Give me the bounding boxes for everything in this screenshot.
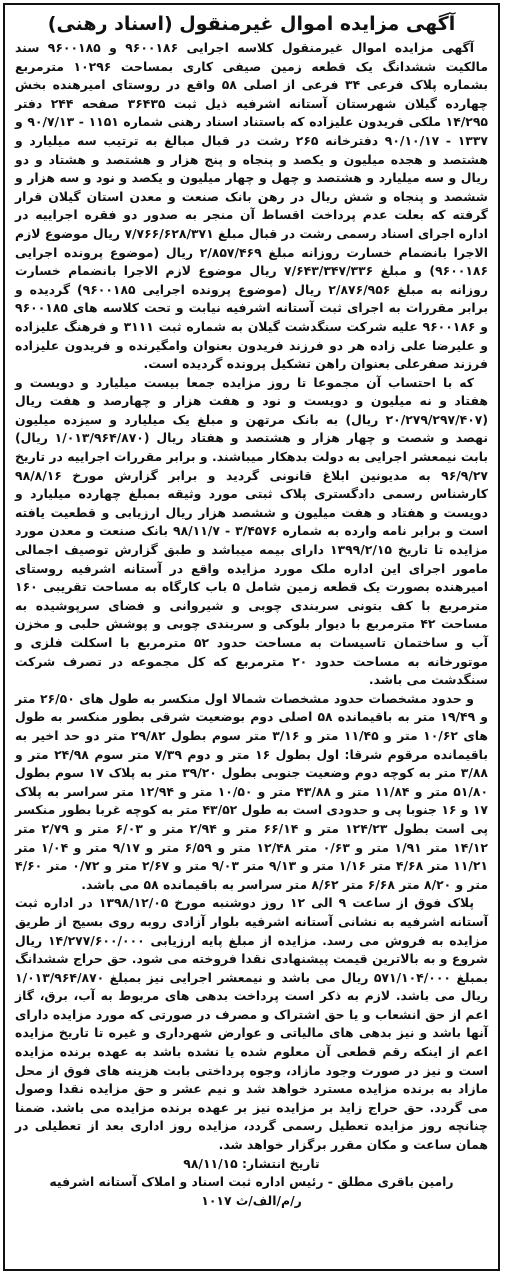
notice-paragraph-3: و حدود مشخصات حدود مشخصات شمالا اول منکسر به طول های ۲۶/۵۰ متر و ۱۹/۴۹ متر به باقیمانده ۵۸ اصلی دوم بوضعیت شرقی بطور منکسر به طول های ۱۰/۶۲ متر و ۱۱/۴۵ متر و ۳/۱۶ متر سوم بطول ۲۹/۸۲ متر دو حد اخیر به باقیمانده مرقوم شرقا: اول بطول ۱۶ متر و دوم ۷/۳۹ متر سوم ۲۴/۹۸ متر و ۳/۸۸ متر به کوچه دوم وضعیت جنوبی بطول ۳۹/۲۰ متر به پلاک ۱۷ سوم بطول ۵۱/۸۰ متر و ۱۱/۸۴ متر و ۴۳/۸۸ متر و ۱۰/۵۰ متر و ۱۲/۹۴ متر سراسر به پلاک ۱۷ و ۱۶ جنوبا پی و حدودی است به طول ۴۳/۵۲ متر به کوچه غربا بطور منکسر پی است بطول ۱۲۴/۲۳ متر و ۶۶/۱۴ متر و ۲/۹۴ متر و ۶/۰۳ متر و ۲/۷۹ متر ۱۴/۱۲ متر ۱/۹۱ متر و ۰/۶۳ متر ۱۲/۴۸ متر و ۶/۵۹ متر و ۹/۱۷ متر و ۱/۰۴ متر ۱۱/۲۱ متر ۴/۶۸ متر ۱/۱۶ متر و ۹/۱۳ متر ۹/۰۳ متر و ۲/۶۷ متر و ۰/۷۲ متر ۴/۶۰ متر و ۸/۲۰ متر ۶/۶۸ متر ۸/۶۲ متر سراسر به باقیمانده ۵۸ می باشد. [15,690,489,892]
notice-title: آگهی مزایده اموال غیرمنقول (اسناد رهنی) [47,13,456,35]
reference-code: ر/م/الف/ث ۱۰۱۷ [201,1192,302,1208]
signature-line: رامین باقری مطلق - رئیس اداره ثبت اسناد و املاک آستانه اشرفیه [49,1174,454,1190]
notice-frame [3,3,500,1271]
notice-paragraph-1: آگهی مزایده اموال غیرمنقول کلاسه اجرایی ۹۶۰۰۱۸۶ و ۹۶۰۰۱۸۵ سند مالکیت ششدانگ یک قطعه زمین صیفی کاری بمساحت ۱۰۲۹۶ مترمربع بشماره پلاک فرعی ۳۴ فرعی از اصلی ۵۸ واقع در روستای امیرهنده بخش چهارده گیلان شهرستان آستانه اشرفیه ذیل ثبت ۳۶۴۳۵ صفحه ۲۴۴ دفتر ۱۴/۲۹۵ ملکی فریدون علیزاده که باستناد اسناد رهنی شماره ۱۱۵۱ - ۹۰/۷/۱۳ و ۱۳۳۷ - ۹۰/۱۰/۱۷ دفترخانه ۲۶۵ رشت در قبال مبالغ به ترتیب سه میلیارد و هشتصد و هجده میلیون و یکصد و پنجاه و پنج هزار و هشتصد و هشتاد و دو ریال و سه میلیارد و هشتصد و چهل و چهار میلیون و یکصد و نود و سه هزار و ششصد و پنجاه و شش ریال در رهن بانک صنعت و معدن استان گیلان قرار گرفته که بعلت عدم پرداخت اقساط آن منجر به صدور دو فقره اجراییه در اداره اجرای اسناد رسمی رشت در قبال مبلغ ۷/۷۶۶/۶۲۸/۳۷۱ ریال موضوع لازم الاجرا بانضمام خسارت روزانه مبلغ ۲/۸۵۷/۴۶۹ ریال (موضوع پرونده اجرایی ۹۶۰۰۱۸۶) و مبلغ ۷/۶۴۳/۳۴۷/۳۳۶ ریال موضوع لازم الاجرا بانضمام خسارت روزانه به مبلغ ۲/۸۷۶/۹۵۶ ریال (موضوع پرونده اجرایی ۹۶۰۰۱۸۵) گردیده و برابر مقررات به اجرای ثبت آستانه اشرفیه نیابت و تحت کلاسه های ۹۶۰۰۱۸۵ و ۹۶۰۰۱۸۶ علیه شرکت سنگدشت گیلان به شماره ثبت ۳۱۱۱ و فرهنگ علیزاده و علیرضا علی زاده هر دو فرزند فریدون بعنوان وامگیرنده و فریدون علیزاده فرزند صفرعلی بعنوان راهن تشکیل پرونده گردیده است. [15,40,489,372]
notice-paragraph-2: که با احتساب آن مجموعا تا روز مزایده جمعا بیست میلیارد و دویست و هفتاد و نه میلیون و دویست و نود و هفت هزار و چهارصد و هفت ریال (۲۰/۲۷۹/۲۹۷/۴۰۷ ریال) به بانک مرتهن و مبلغ یک میلیارد و سیزده میلیون نهصد و شصت و چهار هزار و هشتصد و هفتاد ریال (۱/۰۱۳/۹۶۴/۸۷۰ ریال) بابت نیمعشر اجرایی به دولت بدهکار میباشند. و برابر مقررات اجراییه در تاریخ ۹۶/۹/۲۷ به مدیونین ابلاغ قانونی گردید و برابر گزارش مورخ ۹۸/۸/۱۶ کارشناس رسمی دادگستری پلاک ثبتی مورد وثیقه بمبلغ چهارده میلیارد و دویست و هفتاد و هفت میلیون و ششصد هزار ریال ارزیابی و قطعیت یافته است و برابر نامه وارده به شماره ۳/۴۵۷۶ - ۹۸/۱۱/۷ بانک صنعت و معدن مورد مزایده تا تاریخ ۱۳۹۹/۲/۱۵ دارای بیمه میباشد و طبق گزارش توصیف اجمالی مامور اجرای این اداره ملک مورد مزایده واقع در آستانه اشرفیه روستای امیرهنده بصورت یک قطعه زمین شامل ۵ باب کارگاه به مساحت تقریبی ۱۶۰ مترمربع با کف بتونی سربندی چوبی و شیروانی و فضای سرپوشیده به مساحت ۴۲ مترمربع با دیوار بلوکی و سربندی چوبی و پوشش حلبی و مخزن آب و ساختمان تاسیسات به مساحت حدود ۵۲ مترمربع با اسکلت فلزی و موتورخانه به مساحت حدود ۲۰ مترمربع که کل مجموعه در تصرف شرکت سنگدشت می باشد. [15,374,488,688]
notice-paragraph-4: پلاک فوق از ساعت ۹ الی ۱۲ روز دوشنبه مورخ ۱۳۹۸/۱۲/۰۵ در اداره ثبت آستانه اشرفیه به نشانی آستانه اشرفیه بلوار آزادی روبه روی بسیج از طریق مزایده به فروش می رسد. مزایده از مبلغ پایه ارزیابی ۱۴/۲۷۷/۶۰۰/۰۰۰ ریال شروع و به بالاترین قیمت پیشنهادی نقدا فروخته می شود. حق حراج ششدانگ بمبلغ ۵۷۱/۱۰۴/۰۰۰ ریال می باشد و نیمعشر اجرایی نیز بمبلغ ۱/۰۱۳/۹۶۴/۸۷۰ ریال می باشد. لازم به ذکر است پرداخت بدهی های مربوط به آب، برق، گاز اعم از حق انشعاب و یا حق اشتراک و مصرف در صورتی که مورد مزایده دارای آنها باشد و نیز بدهی های مالیاتی و عوارض شهرداری و غیره تا تاریخ مزایده اعم از اینکه رقم قطعی آن معلوم شده یا نشده باشد به عهده برنده مزایده است و نیز در صورت وجود مازاد، وجوه پرداختی بابت هزینه های فوق از محل مازاد به برنده مزایده مسترد خواهد شد و نیم عشر و حق مزایده نقدا وصول می گردد. حق حراج زاید بر مزایده نیز بر عهده برنده مزایده می باشد. ضمنا چنانچه روز مزایده تعطیل رسمی گردد، مزایده روز اداری بعد از تعطیلی در همان ساعت و مکان مقرر برگزار خواهد شد. [15,895,488,1153]
publish-date: تاریخ انتشار: ۹۸/۱۱/۱۵ [183,1155,320,1171]
